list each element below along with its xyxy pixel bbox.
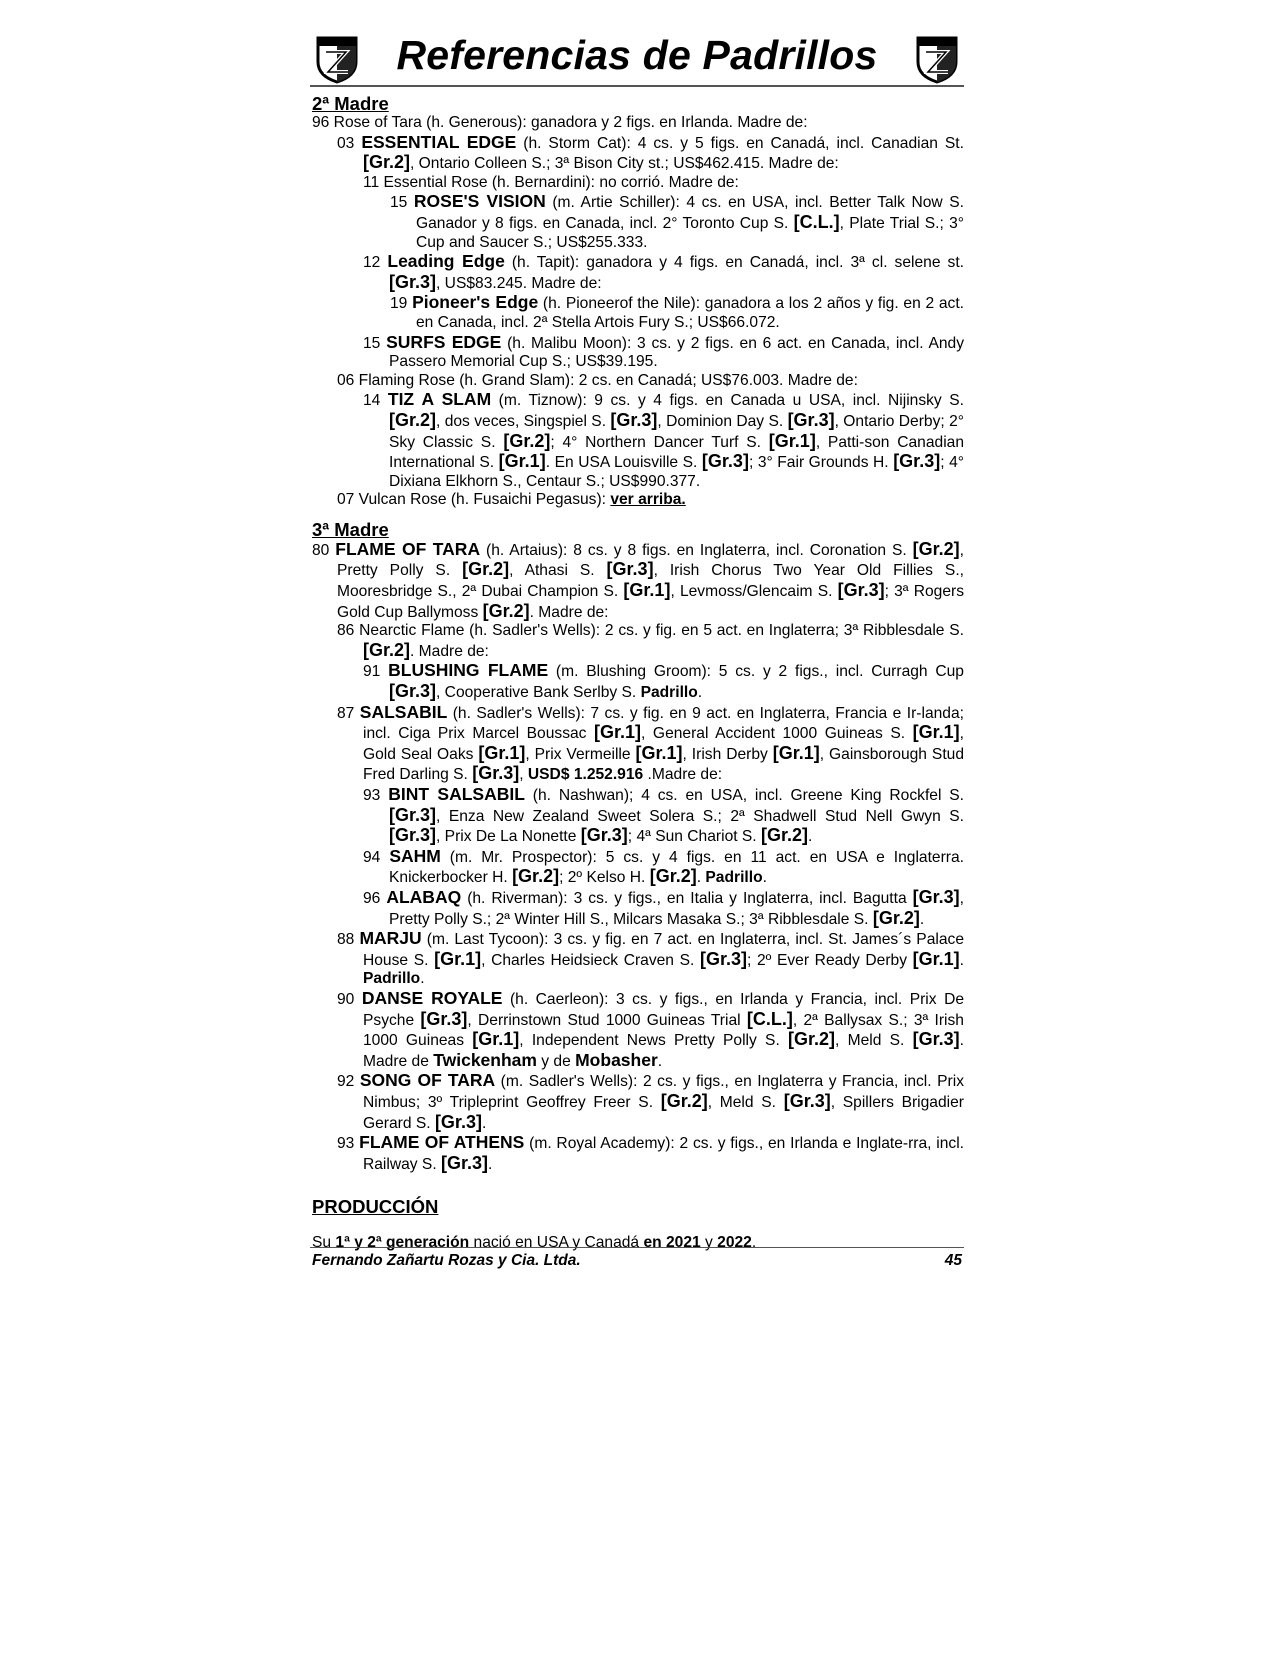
grade-badge: [Gr.3] [912, 1029, 960, 1050]
grade-badge: [Gr.3] [912, 886, 960, 907]
grade-badge: [Gr.3] [389, 271, 437, 292]
horse-name: DANSE ROYALE [361, 987, 503, 1008]
horse-name: ROSE'S VISION [413, 191, 546, 212]
grade-badge: [Gr.3] [389, 825, 437, 846]
grade-badge: [Gr.1] [635, 742, 683, 763]
grade-badge: [Gr.1] [594, 722, 642, 743]
grade-badge: [C.L.] [793, 211, 840, 232]
horse-name: SAHM [389, 845, 441, 866]
pedigree-entry: 87 SALSABIL (h. Sadler's Wells): 7 cs. y fig. en 9 act. en Inglaterra, Francia e Ir-landa; incl. Ciga Prix Marcel Boussac [Gr.1], General Accident 1000 Guineas S. [Gr.1], Gold Seal Oaks [Gr.1], Prix Vermeille [Gr.1], Irish Derby [Gr.1], Gainsborough Stud Fred Darling S. [Gr.3], USD$ 1.252.916 .Madre de: [337, 701, 964, 784]
grade-badge: [Gr.1] [434, 948, 482, 969]
grade-badge: [Gr.2] [462, 559, 510, 580]
grade-badge: [Gr.3] [389, 681, 437, 702]
pedigree-entry: 11 Essential Rose (h. Bernardini): no corrió. Madre de: [363, 173, 739, 191]
horse-name: Pioneer's Edge [412, 292, 539, 313]
pedigree-entry: 92 SONG OF TARA (m. Sadler's Wells): 2 cs. y figs., en Inglaterra y Francia, incl. Prix Nimbus; 3º Tripleprint Geoffrey Freer S. [Gr.2], Meld S. [Gr.3], Spillers Brigadier Gerard S. [Gr.3]. [337, 1070, 964, 1132]
header-rule [310, 85, 964, 87]
pedigree-entry: 80 FLAME OF TARA (h. Artaius): 8 cs. y 8 figs. en Inglaterra, incl. Coronation S. [Gr.2], Pretty Polly S. [Gr.2], Athasi S. [Gr.3], Irish Chorus Two Year Old Fillies S., Mooresbridge S., 2ª Dubai Champion S. [Gr.1], Levmoss/Glencaim S. [Gr.3]; 3ª Rogers Gold Cup Ballymoss [Gr.2]. Madre de: [312, 538, 965, 621]
grade-badge: [Gr.2] [482, 600, 530, 621]
pedigree-entry: 93 FLAME OF ATHENS (m. Royal Academy): 2 cs. y figs., en Irlanda e Inglate-rra, incl. Railway S. [Gr.3]. [337, 1132, 964, 1173]
horse-name: Twickenham [433, 1049, 537, 1070]
pedigree-entry: 06 Flaming Rose (h. Grand Slam): 2 cs. en Canadá; US$76.003. Madre de: [337, 371, 858, 389]
horse-name: FLAME OF TARA [335, 538, 481, 559]
grade-badge: [Gr.1] [912, 948, 960, 969]
page [310, 30, 964, 1252]
padrillo-label: Padrillo [640, 684, 698, 702]
grade-badge: [Gr.2] [649, 866, 697, 887]
earnings-value: USD$ 1.252.916 [527, 766, 644, 784]
shield-logo-icon [914, 34, 960, 84]
grade-badge: [Gr.2] [503, 430, 551, 451]
footer-company: Fernando Zañartu Rozas y Cia. Ltda. [312, 1252, 581, 1269]
grade-badge: [Gr.2] [788, 1029, 836, 1050]
production-heading: PRODUCCIÓN [312, 1196, 439, 1218]
padrillo-label: Padrillo [363, 970, 421, 988]
horse-name: MARJU [359, 928, 422, 949]
pedigree-entry: 19 Pioneer's Edge (h. Pioneerof the Nile): ganadora a los 2 años y fig. en 2 act. en Canada, incl. 2ª Stella Artois Fury S.; US$66.072. [390, 292, 964, 331]
production-text: Su 1ª y 2ª generación nació en USA y Canadá en 2021 y 2022. [312, 1234, 757, 1252]
grade-badge: [Gr.1] [768, 430, 816, 451]
ver-arriba-link[interactable]: ver arriba. [610, 491, 686, 509]
pedigree-entry: 03 ESSENTIAL EDGE (h. Storm Cat): 4 cs. y 5 figs. en Canadá, incl. Canadian St. [Gr.2], Ontario Colleen S.; 3ª Bison City st.; US$462.415. Madre de: [337, 131, 964, 173]
page-footer [310, 1247, 964, 1269]
horse-name: Mobasher [575, 1049, 658, 1070]
page-number: 45 [944, 1252, 962, 1269]
horse-name: SURFS EDGE [386, 331, 502, 352]
grade-badge: [Gr.2] [760, 825, 808, 846]
horse-name: FLAME OF ATHENS [359, 1132, 525, 1153]
grade-badge: [Gr.1] [912, 722, 960, 743]
horse-name: TIZ A SLAM [387, 389, 492, 410]
grade-badge: [Gr.3] [610, 409, 658, 430]
grade-badge: [Gr.1] [472, 1029, 520, 1050]
grade-badge: [Gr.3] [389, 804, 437, 825]
grade-badge: [Gr.3] [441, 1152, 489, 1173]
horse-name: ESSENTIAL EDGE [361, 131, 517, 152]
grade-badge: [Gr.2] [389, 409, 437, 430]
section-heading: 3ª Madre [312, 518, 389, 540]
horse-name: Leading Edge [387, 251, 505, 272]
grade-badge: [Gr.1] [498, 451, 546, 472]
grade-badge: [Gr.1] [478, 742, 526, 763]
grade-badge: [Gr.3] [787, 409, 835, 430]
grade-badge: [Gr.3] [837, 580, 885, 601]
grade-badge: [Gr.3] [420, 1008, 468, 1029]
pedigree-entry: 96 ALABAQ (h. Riverman): 3 cs. y figs., en Italia y Inglaterra, incl. Bagutta [Gr.3], Pretty Polly S.; 2ª Winter Hill S., Milcars Masaka S.; 3ª Ribblesdale S. [Gr.2]. [363, 886, 964, 928]
pedigree-entry: 93 BINT SALSABIL (h. Nashwan); 4 cs. en USA, incl. Greene King Rockfel S. [Gr.3], Enza New Zealand Sweet Solera S.; 2ª Shadwell Stud Nell Gwyn S. [Gr.3], Prix De La Nonette [Gr.3]; 4ª Sun Chariot S. [Gr.2]. [363, 784, 964, 846]
pedigree-entry: 91 BLUSHING FLAME (m. Blushing Groom): 5 cs. y 2 figs., incl. Curragh Cup [Gr.3], Cooperative Bank Serlby S. Padrillo. [363, 660, 964, 702]
grade-badge: [Gr.3] [699, 948, 747, 969]
grade-badge: [Gr.1] [772, 742, 820, 763]
pedigree-entry: 07 Vulcan Rose (h. Fusaichi Pegasus): ver arriba. [337, 491, 686, 509]
horse-name: BINT SALSABIL [388, 784, 525, 804]
horse-name: SALSABIL [359, 701, 448, 722]
pedigree-entry: 88 MARJU (m. Last Tycoon): 3 cs. y fig. en 7 act. en Inglaterra, incl. St. James´s Palace House S. [Gr.1], Charles Heidsieck Craven S. [Gr.3]; 2º Ever Ready Derby [Gr.1]. Padrillo. [337, 928, 964, 988]
grade-badge: [C.L.] [746, 1008, 793, 1029]
grade-badge: [Gr.3] [893, 451, 941, 472]
pedigree-entry: 15 SURFS EDGE (h. Malibu Moon): 3 cs. y 2 figs. en 6 act. en Canada, incl. Andy Passero Memorial Cup S.; US$39.195. [363, 331, 964, 371]
pedigree-entry: 94 SAHM (m. Mr. Prospector): 5 cs. y 4 figs. en 11 act. en USA e Inglaterra. Knickerbocker H. [Gr.2]; 2º Kelso H. [Gr.2]. Padrillo. [363, 845, 964, 887]
pedigree-entry: 14 TIZ A SLAM (m. Tiznow): 9 cs. y 4 figs. en Canada u USA, incl. Nijinsky S. [Gr.2], dos veces, Singspiel S. [Gr.3], Dominion Day S. [Gr.3], Ontario Derby; 2° Sky Classic S. [Gr.2]; 4° Northern Dancer Turf S. [Gr.1], Patti-son Canadian International S. [Gr.1]. En USA Louisville S. [Gr.3]; 3° Fair Grounds H. [Gr.3]; 4° Dixiana Elkhorn S., Centaur S.; US$990.377. [363, 389, 965, 490]
grade-badge: [Gr.2] [363, 152, 411, 173]
grade-badge: [Gr.1] [623, 580, 671, 601]
grade-badge: [Gr.2] [363, 639, 411, 660]
grade-badge: [Gr.3] [434, 1111, 482, 1132]
page-title: Referencias de Padrillos [396, 32, 878, 78]
grade-badge: [Gr.2] [872, 907, 920, 928]
pedigree-entry: 15 ROSE'S VISION (m. Artie Schiller): 4 cs. en USA, incl. Better Talk Now S. Ganador y 8 figs. en Canada, incl. 2° Toronto Cup S. [C.L.], Plate Trial S.; 3° Cup and Saucer S.; US$255.333. [390, 191, 964, 251]
grade-badge: [Gr.3] [472, 763, 520, 784]
grade-badge: [Gr.3] [701, 451, 749, 472]
pedigree-entry: 96 Rose of Tara (h. Generous): ganadora y 2 figs. en Irlanda. Madre de: [312, 114, 808, 131]
grade-badge: [Gr.2] [512, 866, 560, 887]
pedigree-entry: 86 Nearctic Flame (h. Sadler's Wells): 2 cs. y fig. en 5 act. en Inglaterra; 3ª Ribblesdale S. [Gr.2]. Madre de: [337, 622, 964, 660]
grade-badge: [Gr.2] [912, 538, 960, 559]
grade-badge: [Gr.3] [580, 825, 628, 846]
page-header [310, 30, 964, 84]
horse-name: BLUSHING FLAME [388, 660, 549, 681]
horse-name: SONG OF TARA [359, 1070, 496, 1091]
pedigree-entry: 90 DANSE ROYALE (h. Caerleon): 3 cs. y figs., en Irlanda y Francia, incl. Prix De Psyche [Gr.3], Derrinstown Stud 1000 Guineas Trial [C.L.], 2ª Ballysax S.; 3ª Irish 1000 Guineas [Gr.1], Independent News Pretty Polly S. [Gr.2], Meld S. [Gr.3]. Madre de Twickenham y de Mobasher. [337, 987, 964, 1070]
padrillo-label: Padrillo [705, 869, 763, 887]
grade-badge: [Gr.3] [606, 559, 654, 580]
grade-badge: [Gr.2] [660, 1090, 708, 1111]
grade-badge: [Gr.3] [783, 1090, 831, 1111]
section-heading: 2ª Madre [312, 93, 389, 114]
horse-name: ALABAQ [386, 886, 462, 907]
pedigree-entry: 12 Leading Edge (h. Tapit): ganadora y 4 figs. en Canadá, incl. 3ª cl. selene st. [Gr.3], US$83.245. Madre de: [363, 251, 964, 292]
